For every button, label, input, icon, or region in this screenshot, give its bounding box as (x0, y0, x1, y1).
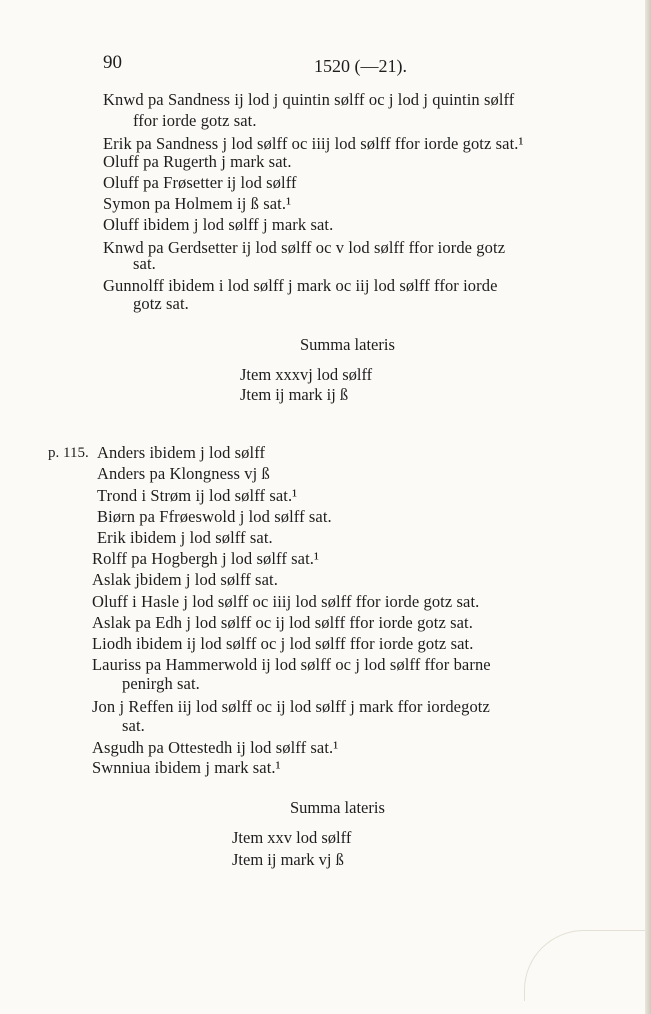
entry-line: Knwd pa Gerdsetter ij lod sølff oc v lod sølff ffor iorde gotz (103, 238, 506, 257)
entry-line: Lauriss pa Hammerwold ij lod sølff oc j lod sølff ffor barne (92, 655, 491, 674)
page-header (0, 52, 651, 82)
entry-line: Jon j Reffen iij lod sølff oc ij lod sølff j mark ffor iordegotz (92, 697, 490, 716)
summa-line: Jtem xxv lod sølff (232, 828, 352, 847)
entry-line: Biørn pa Ffrøeswold j lod sølff sat. (97, 507, 332, 526)
entry-line: Liodh ibidem ij lod sølff oc j lod sølff ffor iorde gotz sat. (92, 634, 474, 653)
entry-line: penirgh sat. (122, 674, 200, 693)
entry-line: Anders pa Klongness vj ß (97, 464, 270, 483)
entry-line: Asgudh pa Ottestedh ij lod sølff sat.¹ (92, 738, 339, 757)
entry-line: Gunnolff ibidem i lod sølff j mark oc iij lod sølff ffor iorde (103, 276, 498, 295)
running-title: 1520 (—21). (314, 56, 407, 76)
entry-line: Anders ibidem j lod sølff (97, 443, 266, 462)
entry-line: sat. (133, 254, 156, 273)
summa-heading: Summa lateris (290, 798, 385, 817)
entry-line: Oluff i Hasle j lod sølff oc iiij lod sølff ffor iorde gotz sat. (92, 592, 480, 611)
entry-line: Erik ibidem j lod sølff sat. (97, 528, 273, 547)
entry-line: Trond i Strøm ij lod sølff sat.¹ (97, 486, 298, 505)
summa-line: Jtem xxxvj lod sølff (240, 365, 373, 384)
page-edge (645, 0, 651, 1014)
entry-line: sat. (122, 716, 145, 735)
entry-line: Knwd pa Sandness ij lod j quintin sølff oc j lod j quintin sølff (103, 90, 515, 109)
entry-line: Oluff pa Rugerth j mark sat. (103, 152, 292, 171)
entry-line: Symon pa Holmem ij ß sat.¹ (103, 194, 292, 213)
summa-line: Jtem ij mark vj ß (232, 850, 344, 869)
entry-line: Aslak jbidem j lod sølff sat. (92, 570, 278, 589)
entry-line: Oluff ibidem j lod sølff j mark sat. (103, 215, 334, 234)
entry-line: Erik pa Sandness j lod sølff oc iiij lod sølff ffor iorde gotz sat.¹ (103, 134, 524, 153)
summa-line: Jtem ij mark ij ß (240, 385, 349, 404)
entry-line: Rolff pa Hogbergh j lod sølff sat.¹ (92, 549, 320, 568)
entry-line: gotz sat. (133, 294, 189, 313)
margin-page-reference: p. 115. (48, 445, 89, 461)
entry-line: Aslak pa Edh j lod sølff oc ij lod sølff ffor iorde gotz sat. (92, 613, 473, 632)
entry-line: Swnniua ibidem j mark sat.¹ (92, 758, 281, 777)
summa-heading: Summa lateris (300, 335, 395, 354)
page-curl-shadow (524, 930, 645, 1001)
page-number: 90 (103, 52, 122, 73)
entry-line: Oluff pa Frøsetter ij lod sølff (103, 173, 297, 192)
entry-line: ffor iorde gotz sat. (133, 111, 257, 130)
